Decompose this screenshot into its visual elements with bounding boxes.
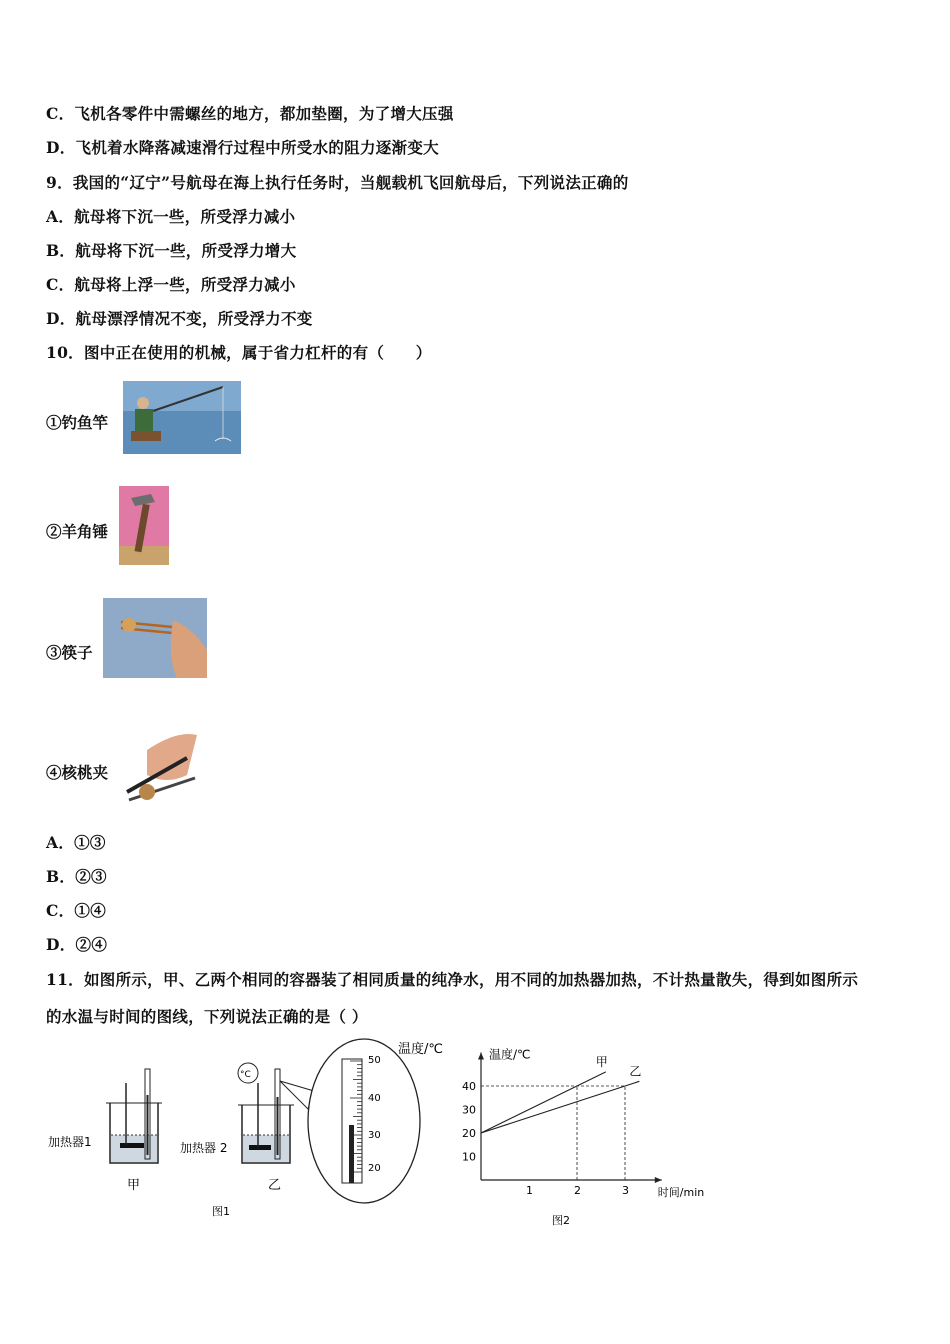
q10-item-nutcracker-label: ④核桃夹 — [46, 763, 109, 782]
q9-option-d: D．航母漂浮情况不变，所受浮力不变 — [46, 309, 313, 328]
q10-option-c: C．①④ — [46, 901, 107, 920]
x-tick-label: 3 — [622, 1184, 629, 1197]
q10-item-claw-hammer-label: ②羊角锤 — [46, 522, 109, 541]
q8-option-d: D．飞机着水降落减速滑行过程中所受水的阻力逐渐变大 — [46, 138, 439, 157]
zoom-scale-20: 20 — [368, 1163, 381, 1174]
zoom-scale-40: 40 — [368, 1093, 381, 1104]
zoom-bubble — [308, 1039, 420, 1203]
q9-stem: 9．我国的“辽宁”号航母在海上执行任务时，当舰载机飞回航母后，下列说法正确的 — [46, 173, 629, 192]
y-axis-label: 温度/℃ — [489, 1047, 531, 1062]
claw-hammer-photo — [119, 486, 169, 565]
q9-option-b: B．航母将下沉一些，所受浮力增大 — [46, 241, 297, 260]
beaker-yi-label: 乙 — [268, 1178, 282, 1193]
x-axis-arrow — [655, 1177, 662, 1183]
q10-item-chopsticks-label: ③筷子 — [46, 643, 93, 662]
y-tick-label: 10 — [462, 1150, 476, 1164]
y-tick-label: 40 — [462, 1080, 476, 1093]
q8-option-c: C．飞机各零件中需螺丝的地方，都加垫圈，为了增大压强 — [46, 104, 454, 123]
y-tick-label: 30 — [462, 1103, 476, 1117]
x-tick-label: 1 — [526, 1184, 533, 1197]
figure2-caption: 图2 — [552, 1214, 570, 1227]
fishing-rod-photo — [123, 381, 241, 454]
celsius-badge: °C — [240, 1070, 251, 1080]
y-axis-arrow — [478, 1053, 484, 1060]
q10-stem: 10．图中正在使用的机械，属于省力杠杆的有（ ） — [46, 343, 432, 362]
q10-option-b: B．②③ — [46, 867, 107, 886]
figure2-chart — [456, 1042, 706, 1232]
x-axis-label: 时间/min — [657, 1186, 705, 1199]
figure1-apparatus — [46, 1035, 466, 1225]
series-line-yi — [481, 1081, 639, 1133]
zoom-title: 温度/℃ — [398, 1042, 443, 1057]
beaker-jia-label: 甲 — [127, 1178, 141, 1193]
q10-option-a: A．①③ — [46, 833, 106, 852]
heater1-label: 加热器1 — [48, 1135, 92, 1149]
figure1-caption: 图1 — [212, 1205, 230, 1218]
q10-item-fishing-rod-label: ①钓鱼竿 — [46, 413, 109, 432]
heater2-label: 加热器 2 — [180, 1141, 228, 1155]
q9-option-a: A．航母将下沉一些，所受浮力减小 — [46, 207, 296, 226]
series-label-yi: 乙 — [629, 1064, 642, 1079]
chopsticks-photo — [103, 598, 207, 678]
zoom-scale-50: 50 — [368, 1055, 381, 1066]
q9-option-c: C．航母将上浮一些，所受浮力减小 — [46, 275, 296, 294]
series-label-jia: 甲 — [595, 1054, 608, 1069]
q11-stem-line2: 的水温与时间的图线，下列说法正确的是（ ） — [46, 1007, 368, 1026]
nutcracker-photo — [117, 730, 201, 810]
q11-stem-line1: 11．如图所示，甲、乙两个相同的容器装了相同质量的纯净水，用不同的加热器加热，不计热量散失，得到如图所示 — [46, 970, 859, 989]
zoom-scale-30: 30 — [368, 1130, 381, 1141]
y-tick-label: 20 — [462, 1127, 476, 1140]
beaker-jia — [106, 1069, 162, 1163]
series-line-jia — [481, 1072, 606, 1133]
q10-option-d: D．②④ — [46, 935, 108, 954]
x-tick-label: 2 — [574, 1184, 581, 1197]
